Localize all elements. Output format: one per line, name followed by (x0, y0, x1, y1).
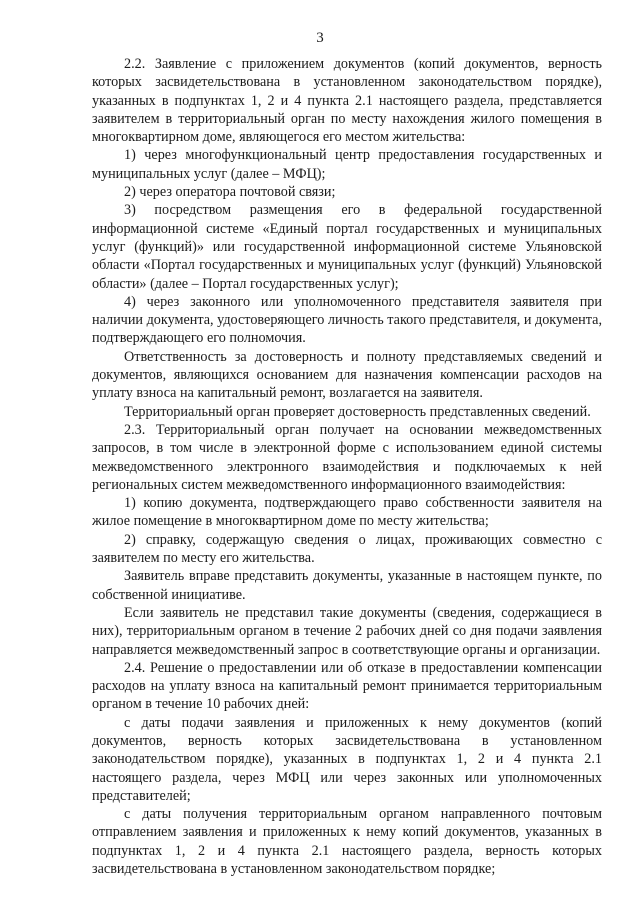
paragraph-own-initiative: Заявитель вправе представить документы, указанные в настоящем пункте, по собственной инициативе. (92, 568, 602, 603)
paragraph-date-submission: с даты подачи заявления и приложенных к нему документов (копий документов, верность которых засвидетельствована в установленном законодательством порядке), указанных в подпунктах 1, 2 и 4 пункта 2.1 настоящего раздела, через МФЦ или через законных или уполномоченных представителей; (92, 714, 602, 804)
paragraph-verification: Территориальный орган проверяет достоверность представленных сведений. (124, 403, 591, 420)
paragraph-2-4: 2.4. Решение о предоставлении или об отказе в предоставлении компенсации расходов на уплату взноса на капитальный ремонт принимается территориальным органом в течение 10 рабочих дней: (92, 659, 602, 713)
list-item-representative: 4) через законного или уполномоченного представителя заявителя при наличии документа, удостоверяющего личность такого представителя, и документа, подтверждающего его полномочия. (92, 293, 602, 347)
paragraph-interagency-request: Если заявитель не представил такие документы (сведения, содержащиеся в них), территориальным органом в течение 2 рабочих дней со дня подачи заявления направляется межведомственный запрос в соответствующие органы и организации. (92, 604, 602, 658)
page-number: 3 (316, 30, 324, 46)
list-item-mfc: 1) через многофункциональный центр предоставления государственных и муниципальных услуг (далее – МФЦ); (92, 147, 602, 182)
paragraph-2-2: 2.2. Заявление с приложением документов (копий документов, верность которых засвидетельствована в установленном законодательством порядке), указанных в подпунктах 1, 2 и 4 пункта 2.1 настоящего раздела, представляется заявителем в территориальный орган по месту нахождения жилого помещения в многоквартирном доме, являющегося его местом жительства: (92, 56, 602, 146)
list-item-residents-certificate: 2) справку, содержащую сведения о лицах, проживающих совместно с заявителем по месту его жительства. (92, 531, 602, 567)
list-item-post: 2) через оператора почтовой связи; (124, 184, 336, 201)
list-item-portal: 3) посредством размещения его в федеральной государственной информационной системе «Единый портал государственных и муниципальных услуг (функций)» или государственной информационной системе Ульяновской области «Портал государственных и муниципальных услуг (функций) Ульяновской области» (далее – Портал государственных услуг); (92, 202, 602, 292)
paragraph-responsibility: Ответственность за достоверность и полноту представляемых сведений и документов, являющихся основанием для назначения компенсации расходов на уплату взноса на капитальный ремонт, возлагается на заявителя. (92, 348, 602, 402)
paragraph-2-3: 2.3. Территориальный орган получает на основании межведомственных запросов, в том числе в электронной форме с использованием единой системы межведомственного электронного взаимодействия и подключаемых к ней региональных систем межведомственного информационного взаимодействия: (92, 421, 602, 493)
paragraph-date-postal: с даты получения территориальным органом направленного почтовым отправлением заявления и приложенных к нему копий документов, указанных в подпунктах 1, 2 и 4 пункта 2.1 настоящего раздела, верность которых засвидетельствована в установленном законодательством порядке; (92, 806, 602, 878)
list-item-ownership-copy: 1) копию документа, подтверждающего право собственности заявителя на жилое помещение в многоквартирном доме по месту жительства; (92, 495, 602, 530)
document-body (92, 55, 602, 878)
